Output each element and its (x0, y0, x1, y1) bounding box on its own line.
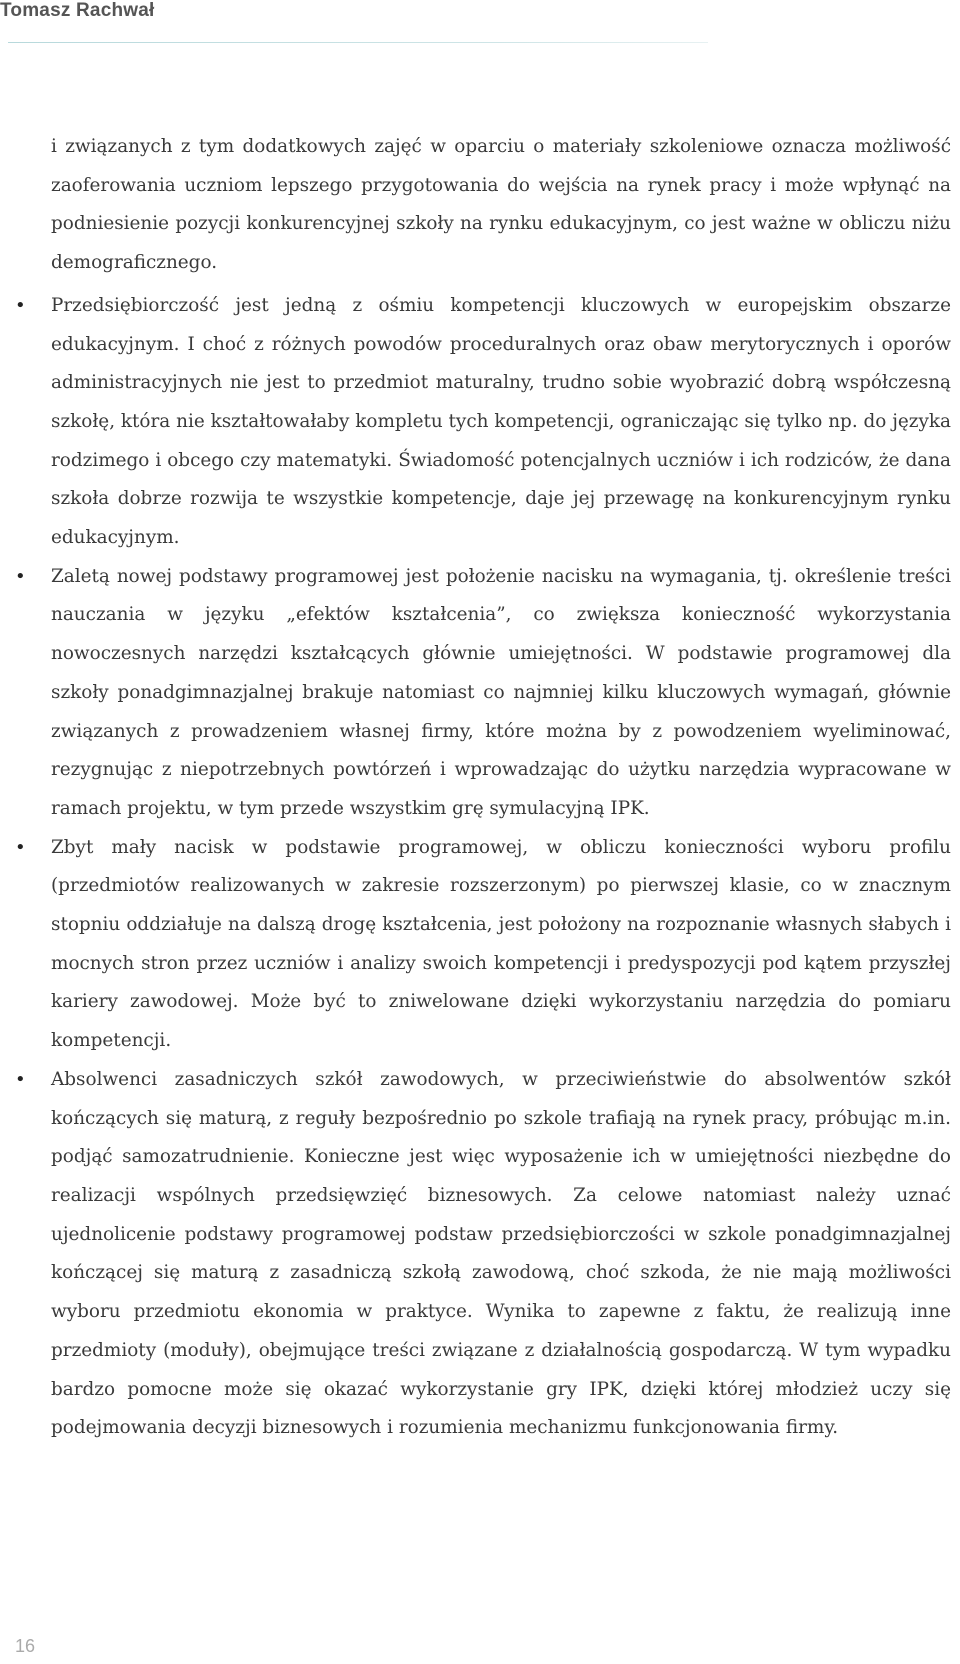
list-item (15, 829, 951, 1061)
bullet-marker: • (15, 294, 26, 316)
list-item-text: Absolwenci zasadniczych szkół zawodowych, w przeciwieństwie do absolwentów szkół kończących się maturą, z reguły bezpośrednio po szkole trafiają na rynek pracy, próbując m.in. podjąć samozatrudnienie. Konieczne jest więc wyposażenie ich w umiejętności niezbędne do realizacji wspólnych przedsięwzięć biznesowych. Za celowe natomiast należy uznać ujednolicenie podstawy programowej podstaw przedsiębiorczości w szkole ponadgimnazjalnej kończącej się maturą z zasadniczą szkołą zawodową, choć szkoda, że nie mają możliwości wyboru przedmiotu ekonomia w praktyce. Wynika to zapewne z faktu, że realizują inne przedmioty (moduły), obejmujące treści związane z działalnością gospodarczą. W tym wypadku bardzo pomocne może się okazać wykorzystanie gry IPK, dzięki której młodzież uczy się podejmowania decyzji biznesowych i rozumienia mechanizmu funkcjonowania firmy. (51, 1068, 951, 1439)
bullet-marker: • (15, 1068, 26, 1090)
page-body (0, 128, 960, 1448)
list-item-text: Przedsiębiorczość jest jedną z ośmiu kompetencji kluczowych w europejskim obszarze edukacyjnym. I choć z różnych powodów proceduralnych oraz obaw merytorycznych i oporów administracyjnych nie jest to przedmiot maturalny, trudno sobie wyobrazić dobrą współczesną szkołę, która nie kształtowałaby kompletu tych kompetencji, ograniczając się tylko np. do języka rodzimego i obcego czy matematyki. Świadomość potencjalnych uczniów i ich rodziców, że dana szkoła dobrze rozwija te wszystkie kompetencje, daje jej przewagę na konkurencyjnym rynku edukacyjnym. (51, 294, 951, 549)
list-item-text: Zaletą nowej podstawy programowej jest położenie nacisku na wymagania, tj. określenie treści nauczania w języku „efektów kształcenia”, co zwiększa konieczność wykorzystania nowoczesnych narzędzi kształcących głównie umiejętności. W podstawie programowej dla szkoły ponadgimnazjalnej brakuje natomiast co najmniej kilku kluczowych wymagań, głównie związanych z prowadzeniem własnej firmy, które można by z powodzeniem wyeliminować, rezygnując z niepotrzebnych powtórzeń i wprowadzając do użytku narzędzia wypracowane w ramach projektu, w tym przede wszystkim grę symulacyjną IPK. (51, 565, 951, 819)
list-item-text: Zbyt mały nacisk w podstawie programowej, w obliczu konieczności wyboru profilu (przedmiotów realizowanych w zakresie rozszerzonym) po pierwszej klasie, co w znacznym stopniu oddziałuje na dalszą drogę kształcenia, jest położony na rozpoznanie własnych słabych i mocnych stron przez uczniów i analizy swoich kompetencji i predyspozycji pod kątem przyszłej kariery zawodowej. Może być to zniwelowane dzięki wykorzystaniu narzędzia do pomiaru kompetencji. (51, 836, 951, 1052)
continuation-paragraph: i związanych z tym dodatkowych zajęć w oparciu o materiały szkoleniowe oznacza możliwość zaoferowania uczniom lepszego przygotowania do wejścia na rynek pracy i może wpłynąć na podniesienie pozycji konkurencyjnej szkoły na rynku edukacyjnym, co jest ważne w obliczu niżu demograficznego. (51, 136, 951, 274)
running-header-author: Tomasz Rachwał (0, 0, 155, 21)
header-divider (8, 42, 708, 43)
bullet-marker: • (15, 565, 26, 587)
list-item (15, 1061, 951, 1448)
list-item (15, 287, 951, 558)
list-item (15, 558, 951, 829)
page-number: 16 (15, 1636, 36, 1656)
bullet-marker: • (15, 836, 26, 858)
